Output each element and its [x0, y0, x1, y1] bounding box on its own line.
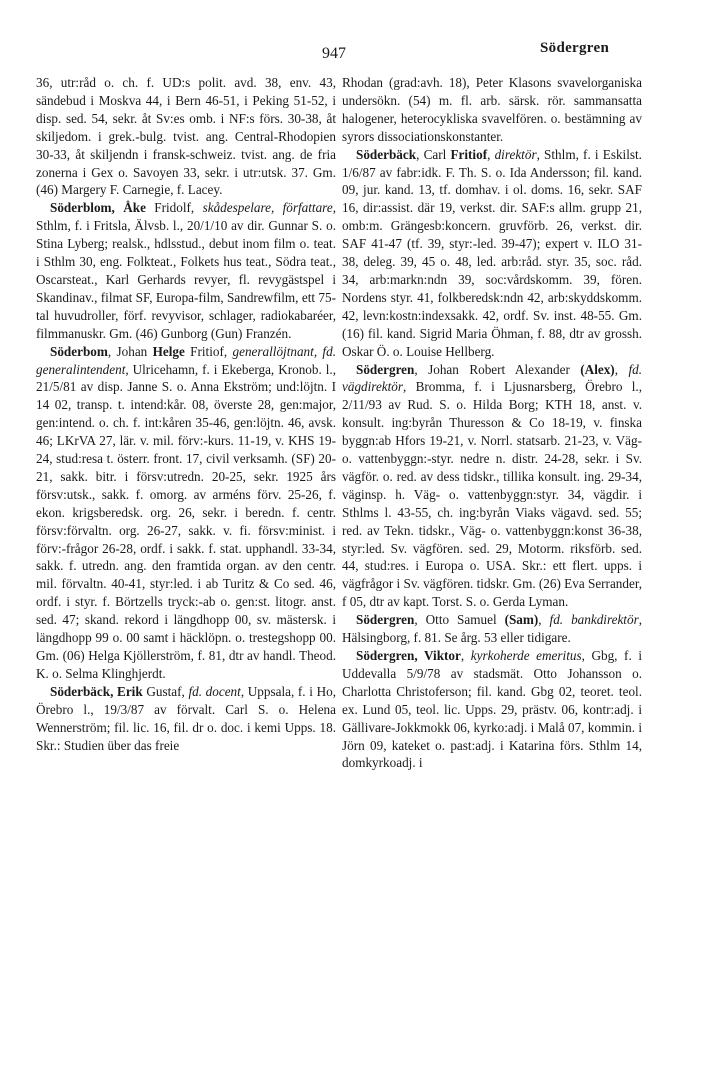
biography-entry [342, 647, 642, 772]
biography-entry [342, 361, 642, 612]
entry-occupation: skådespelare, författare [202, 200, 333, 216]
left-column [36, 74, 336, 754]
entry-headword: Söderbäck, Erik [50, 683, 143, 699]
entry-headword: Helge [152, 343, 185, 359]
page-number: 947 [322, 45, 346, 62]
entry-text: Fridolf, [145, 200, 203, 216]
entry-occupation: fd. vägdirektör [342, 361, 642, 395]
entry-occupation: generallöjtnant, fd. generalintendent [36, 343, 336, 377]
entry-continuation [36, 74, 336, 199]
entry-text: , Bromma, f. i Ljusnarsberg, Örebro l., 2/11/93 av Rud. S. o. Hilda Borg; KTH 18, anst. v. konsult. ing:byrån Thuresson & Co 18-19, v. finska byggn:ab Hfors 19-21, v. Norrl. statsarb. 21-23, v. Väg- o. vattenbyggn:-styr. nedre n. distr. 24-28, sekr. i Sv. vägför. o. red. av dess tidskr., tillika konsult. ing. 29-34, väginsp. h. Väg- o. vattenbyggn:styr. 34, vägdir. i Sthlms l. 43-55, ch. ing:byrån Viaks vägavd. sed. 55; red. av Tekn. tidskr., Väg- o. vattenbyggn:konst 36-38, styr:led. Sv. vägfören. sed. 29, Motorm. riksförb. sed. 44, stud:res. i Europa o. USA. Skr.: ett flert. upps. i vägfrågor i Sv. vägfören. tidskr. Gm. (26) Eva Serrander, f 05, dtr av kapt. Torst. S. o. Gerda Lyman. [342, 379, 643, 610]
entry-headword: Södergren [356, 361, 415, 377]
entry-headword: (Alex) [580, 361, 615, 377]
entry-headword: (Sam) [504, 612, 539, 628]
entry-occupation: direktör [494, 146, 537, 162]
entry-continuation [342, 74, 642, 146]
entry-text: Rhodan (grad:avh. 18), Peter Klasons svavelorganiska undersökn. (54) m. fl. arb. särsk. rör. sammansatta halogener, heterocykliska svavelfören. o. bestämning av syrors dissociationskonstanter. [342, 75, 642, 144]
entry-text: , [460, 648, 471, 663]
entry-occupation: fd. bankdirektör [549, 612, 639, 628]
entry-text: , Sthlm, f. i Fritsla, Älvsb. l., 20/1/10 av dir. Gunnar S. o. Stina Lyberg; realsk., hdlsstud., debut inom film o. teat. i Sthlm 30, eng. Folkteat., Folkets hus teat., Södra teat., Oscarsteat., Karl Gerhards revyer, fl. revygästspel i Skandinav., filmat SF, Europa-film, Sandrewfilm, ett 75-tal huvudroller, förf. revyvisor, schlager, radiokabaréer, filmmanuskr. Gm. (46) Gunborg (Gun) Franzén. [36, 200, 336, 341]
entry-text: , Ulricehamn, f. i Ekeberga, Kronob. l., 21/5/81 av disp. Janne S. o. Anna Ekström; und:löjtn. I 14 02, transp. t. intend:kår. 08, överste 28, gen:major, gen:intend. o. ch. f. int:kåren 35-46, gen:löjtn. 46, avsk. 46; LKrVA 27, lär. v. mil. förv:-kurs. 11-19, v. KHS 19-24, stud:resa t. österr. front. 17, civil verksamh. (SF) 20-21, sakk. bitr. i försv:utredn. 20-25, sekr. 1925 års försv:utsk., sakk. f. omorg. av arméns förv. 25-26, f. ekon. krigsberedsk. org. 26, sekr. i beredn. f. centr. försv:förvaltn. org. 26-27, sakk. v. fi. försv:minist. i förv:-frågor 26-28, ordf. i sakk. f. stat. upphandl. 33-34, sakk. f. utredn. ang. den framtida organ. av den centr. mil. förvaltn. 40-41, styr:led. i ab Turitz & Co sed. 46, ordf. i styr. f. Börtzells tryck:-ab o. gen:st. litogr. anst. sed. 47; skand. rekord i längdhopp 00, sv. mästersk. i längdhopp 99 o. 00 samt i häcklöpn. o. trestegshopp 00. Gm. (06) Helga Kjöllerström, f. 81, dtr av handl. Theod. K. o. Selma Klinghjerdt. [36, 361, 336, 681]
entry-text: Gustaf, [142, 683, 189, 699]
entry-headword: Söderbom [50, 343, 108, 359]
entry-text: , Gbg, f. i Uddevalla 5/9/78 av stadsmät. Otto Johansson o. Charlotta Christoferson; fil. kand. Gbg 02, teoret. teol. ex. Lund 05, teol. lic. Upps. 29, prästv. 06, kontr:adj. i Gällivare-Jokkmokk 06, kyrko:adj. i Malå 07, kommin. i Jörn 09, kateket o. past:adj. i Katarina förs. Sthlm 14, domkyrkoadj. i [342, 648, 642, 771]
entry-occupation: fd. docent [188, 683, 241, 699]
entry-text: , Carl [416, 146, 451, 162]
entry-text: , [538, 612, 550, 628]
entry-text: , Johan [107, 343, 153, 359]
entry-text: , Sthlm, f. i Eskilst. 1/6/87 av fabr:idk. F. Th. S. o. Ida Andersson; fil. kand. 09, jur. kand. 13, tf. domhav. i ol. doms. 16, sekr. SAF 16, dir:assist. där 19, verkst. dir. SAF:s allm. grupp 21, omb:m. Grängesb:koncern. gruvförb. 26, verkst. dir. SAF 41-47 (tf. 39, styr:-led. 39-47); expert v. ILO 31-38, deleg. 39, 45 o. 48, led. arb:råd. styr. 35, soc. råd. 34, arb:markn:ndn 39, soc:vårdskomm. 39, fören. Nordens styr. 41, folkberedsk:ndn 42, arb:skyddskomm. 42, levn:kostn:indexsakk. 42, ordf. Sv. inst. 48-55. Gm. (16) fil. kand. Sigrid Maria Öhman, f. 88, dtr av grossh. Oskar Ö. o. Louise Hellberg. [342, 146, 642, 359]
right-column [342, 74, 642, 772]
biography-entry [342, 146, 642, 361]
entry-text: , Uppsala, f. i Ho, Örebro l., 19/3/87 av förvalt. Carl S. o. Helena Wennerström; fil. lic. 16, fil. dr o. doc. i kemi Upps. 18. Skr.: Studien über das freie [36, 683, 336, 753]
biography-entry [36, 343, 336, 683]
entry-headword: Söderblom, Åke [50, 200, 146, 216]
biography-entry [36, 683, 336, 755]
entry-headword: Södergren [356, 612, 415, 628]
entry-text: , Otto Samuel [414, 612, 505, 628]
biography-entry [36, 199, 336, 342]
entry-text: 36, utr:råd o. ch. f. UD:s polit. avd. 38, env. 43, sändebud i Moskva 44, i Bern 46-51, i Peking 51-52, i disp. sed. 54, sekr. åt Sv:es omb. i NF:s förs. 30-38, åt skiljedom. i grek.-bulg. tvist. ang. Central-Rhodopien 30-33, åt skiljendn i fransk-schweiz. tvist. ang. de fria zonerna i Gex o. Savoyen 33, sekr. i utr:utsk. 37. Gm. (46) Margery F. Carnegie, f. Lacey. [36, 75, 336, 198]
entry-text: Fritiof, [184, 343, 233, 359]
entry-occupation: kyrkoherde emeritus [470, 648, 582, 663]
biography-entry [342, 611, 642, 647]
running-head: Södergren [540, 40, 610, 56]
entry-text: , [614, 361, 629, 377]
entry-headword: Söderbäck [356, 146, 417, 162]
entry-text: , Johan Robert Alexander [414, 361, 581, 377]
entry-headword: Fritiof [450, 146, 488, 162]
entry-headword: Södergren, Viktor [356, 648, 461, 663]
entry-text: , Hälsingborg, f. 81. Se årg. 53 eller tidigare. [342, 612, 642, 646]
entry-text: , [487, 146, 495, 162]
